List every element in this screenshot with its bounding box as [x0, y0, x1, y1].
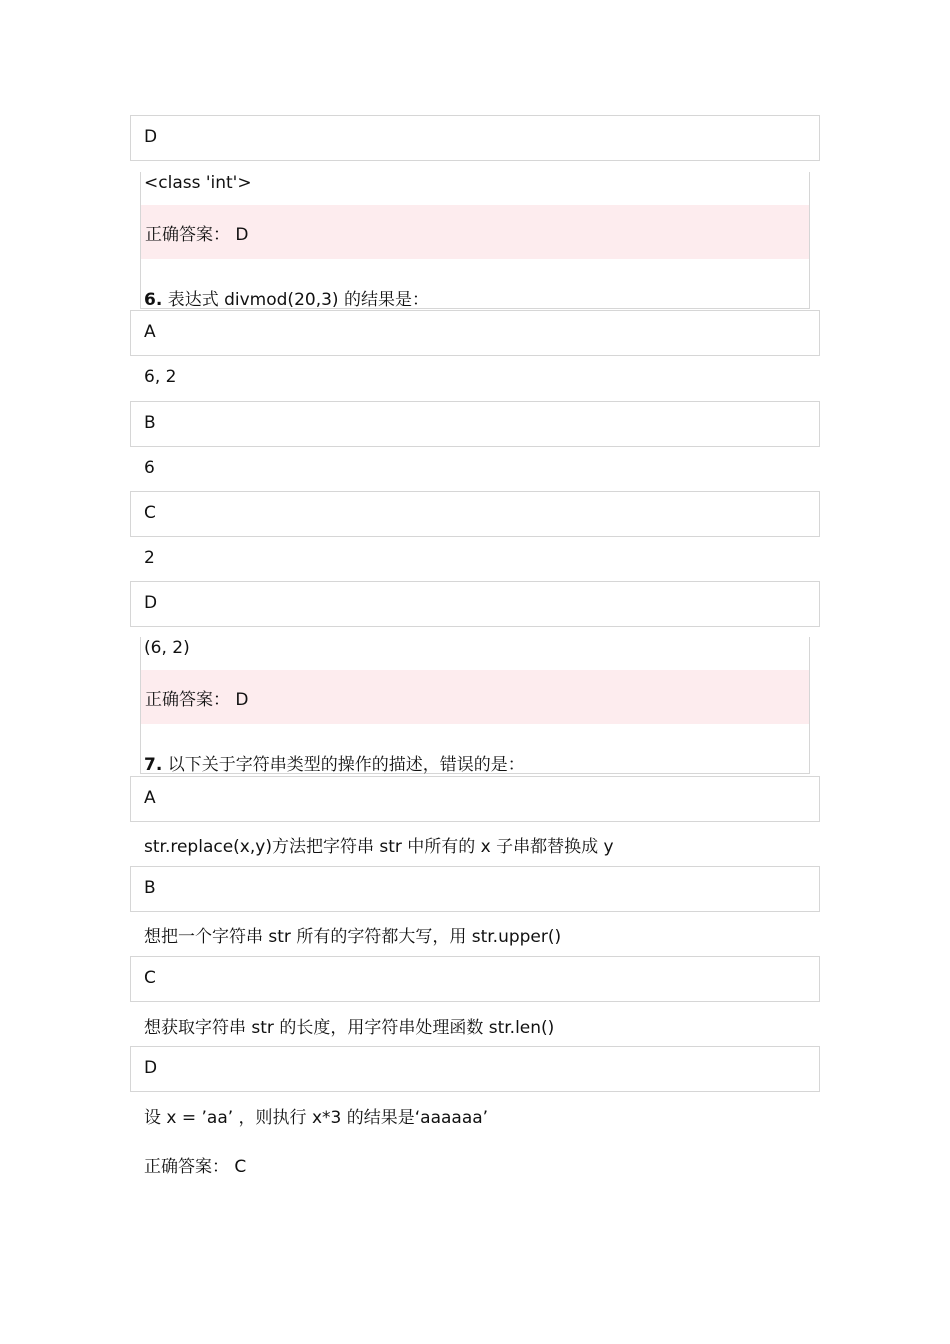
option-text: 想获取字符串 str 的长度，用字符串处理函数 str.len() [144, 1018, 555, 1038]
option-label: A [144, 322, 156, 342]
option-text: str.replace(x,y)方法把字符串 str 中所有的 x 子串都替换成 y [144, 837, 614, 857]
option-a-box [130, 776, 820, 822]
option-d-box [130, 581, 820, 627]
correct-answer-text: 正确答案： C [144, 1157, 247, 1177]
option-label: C [144, 503, 156, 523]
option-c-box [130, 491, 820, 537]
correct-answer-text: 正确答案： D [145, 225, 249, 245]
question-text: 表达式 divmod(20,3) 的结果是： [167, 290, 429, 310]
correct-answer-banner [141, 205, 809, 259]
option-b-box [130, 401, 820, 447]
option-text: 6, 2 [144, 367, 177, 387]
question-number: 6. [144, 290, 163, 310]
correct-answer-banner [141, 670, 809, 724]
option-d-box [130, 1046, 820, 1092]
option-label: B [144, 878, 156, 898]
question-title [144, 285, 429, 310]
option-label: D [144, 1058, 158, 1078]
question-title [144, 750, 525, 775]
option-c-box [130, 956, 820, 1002]
option-b-box [130, 866, 820, 912]
option-text: (6, 2) [144, 638, 190, 658]
option-label: A [144, 788, 156, 808]
option-label: B [144, 413, 156, 433]
option-text: 设 x = ’aa’ ，则执行 x*3 的结果是‘aaaaaa’ [144, 1108, 489, 1128]
option-label: C [144, 968, 156, 988]
option-label: D [144, 127, 158, 147]
correct-answer-text: 正确答案： D [145, 690, 249, 710]
option-text: 想把一个字符串 str 所有的字符都大写，用 str.upper() [144, 927, 562, 947]
option-label: D [144, 593, 158, 613]
option-text: <class 'int'> [144, 173, 252, 193]
option-text: 6 [144, 458, 155, 478]
option-a-box [130, 310, 820, 356]
option-d-box [130, 115, 820, 161]
question-number: 7. [144, 755, 163, 775]
option-text: 2 [144, 548, 155, 568]
question-text: 以下关于字符串类型的操作的描述，错误的是： [167, 755, 525, 775]
